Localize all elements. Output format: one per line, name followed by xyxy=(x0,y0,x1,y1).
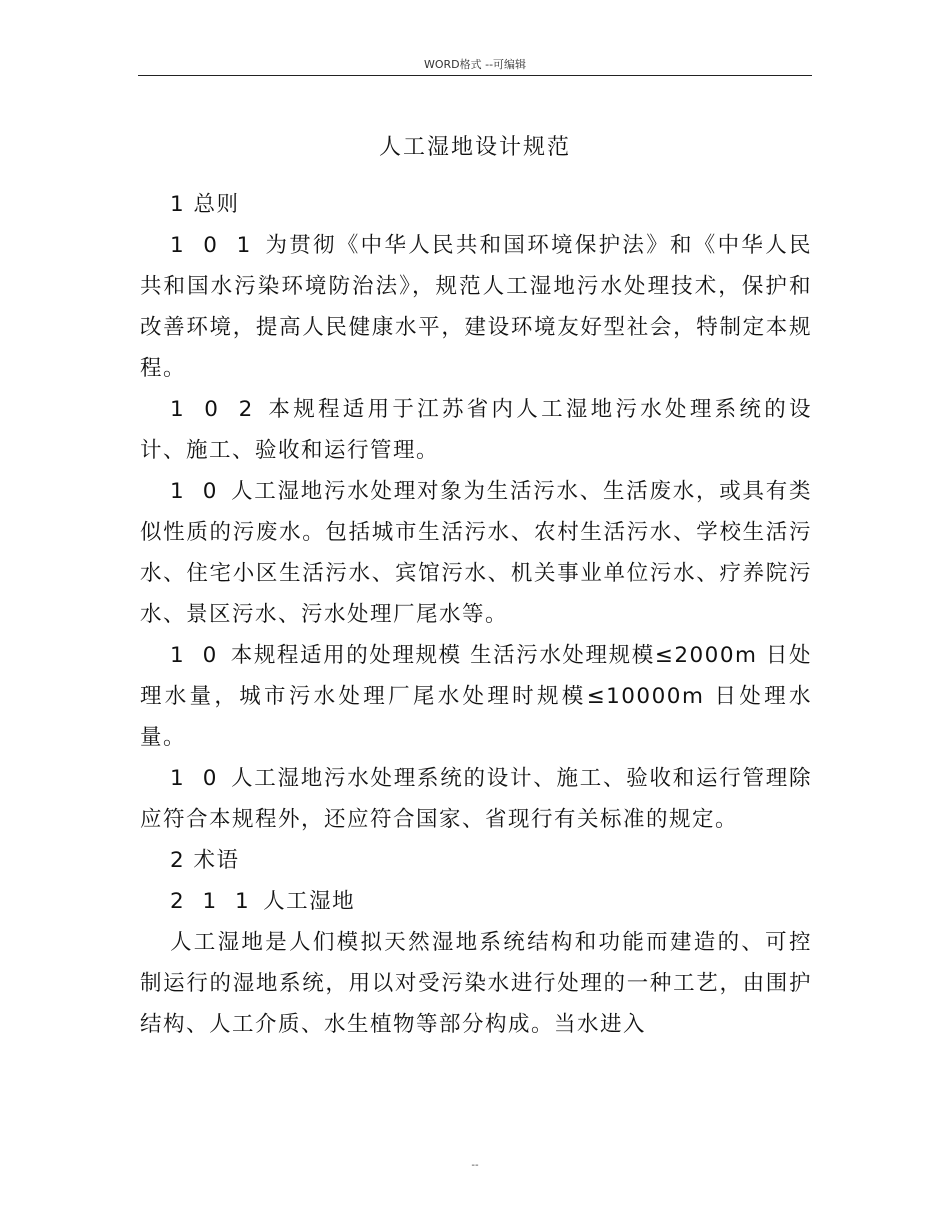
clause-text: 人工湿地污水处理系统的设计、施工、验收和运行管理除应符合本规程外，还应符合国家、省现行有关标准的规定。 xyxy=(140,766,812,832)
clause-text: 人工湿地污水处理对象为生活污水、生活废水，或具有类似性质的污废水。包括城市生活污水、农村生活污水、学校生活污水、住宅小区生活污水、宾馆污水、机关事业单位污水、疗养院污水、景区污水、污水处理厂尾水等。 xyxy=(140,479,812,627)
header-text: WORD格式 --可编辑 xyxy=(423,58,527,71)
definition-paragraph: 人工湿地是人们模拟天然湿地系统结构和功能而建造的、可控制运行的湿地系统，用以对受污染水进行处理的一种工艺，由围护结构、人工介质、水生植物等部分构成。当水进入 xyxy=(140,930,812,1037)
clause-number: 1 0 xyxy=(170,643,223,668)
clause-text: 为贯彻《中华人民共和国环境保护法》和《中华人民共和国水污染环境防治法》，规范人工湿地污水处理技术，保护和改善环境，提高人民健康水平，建设环境友好型社会，特制定本规程。 xyxy=(140,233,812,381)
section-heading-terms: 2 术语 xyxy=(170,848,240,873)
page-header xyxy=(138,57,812,76)
clause-1-0-3 xyxy=(140,471,812,635)
clause-1-0-4 xyxy=(140,635,812,758)
clause-number: 1 0 xyxy=(170,766,223,791)
clause-1-0-5 xyxy=(140,758,812,840)
clause-text: 本规程适用的处理规模 生活污水处理规模≤2000m 日处理水量，城市污水处理厂尾水处理时规模≤10000m 日处理水量。 xyxy=(140,643,812,750)
clause-number: 1 0 1 xyxy=(170,233,257,258)
document-title: 人工湿地设计规范 xyxy=(378,135,571,160)
clause-1-0-2 xyxy=(140,389,812,471)
page-footer: -- xyxy=(471,1160,479,1171)
clause-1-0-1 xyxy=(140,225,812,389)
clause-2-1-1 xyxy=(140,881,812,922)
clause-number: 1 0 2 xyxy=(170,397,259,422)
clause-number: 1 0 xyxy=(170,479,223,504)
clause-text: 人工湿地 xyxy=(263,889,356,914)
clause-text: 本规程适用于江苏省内人工湿地污水处理系统的设计、施工、验收和运行管理。 xyxy=(140,397,812,463)
section-heading-general: 1 总则 xyxy=(170,192,240,217)
clause-number: 2 1 1 xyxy=(170,889,255,914)
document-body xyxy=(140,184,812,1045)
